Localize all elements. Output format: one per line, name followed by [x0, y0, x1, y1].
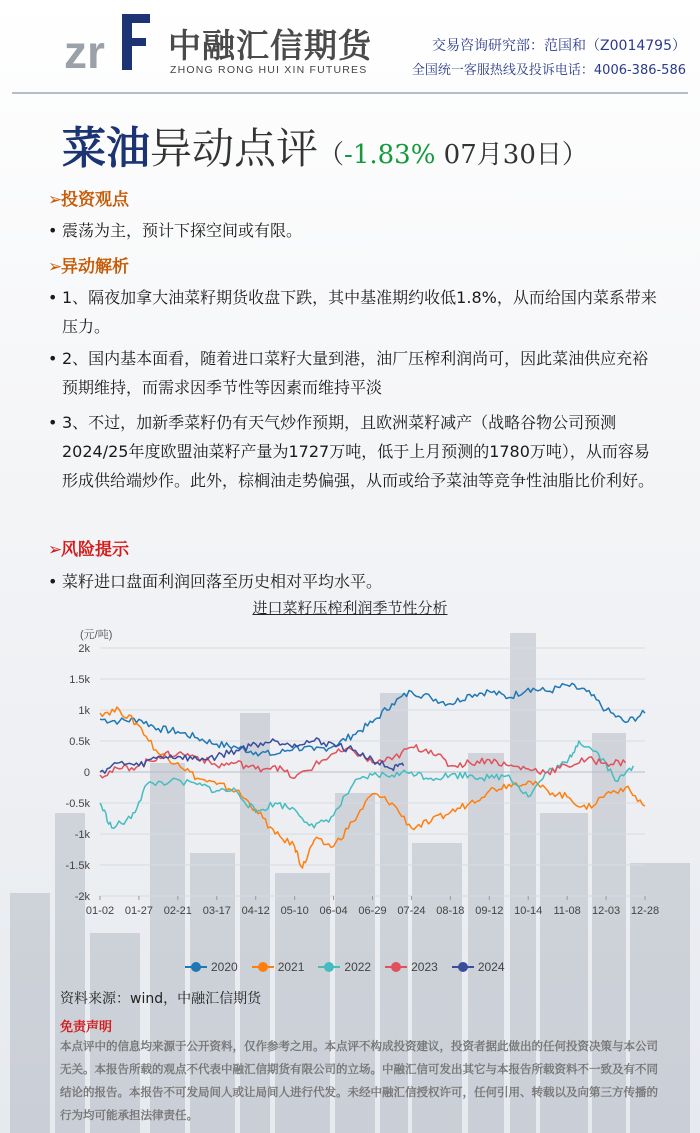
list-item: • 1、隔夜加拿大油菜籽期货收盘下跌，其中基准期约收低1.8%，从而给国内菜系带来压力。 [48, 283, 660, 341]
legend-label: 2023 [411, 960, 438, 974]
y-axis-label: (元/吨) [80, 629, 113, 641]
list-item: • 震荡为主，预计下探空间或有限。 [48, 216, 660, 245]
chart-legend [185, 960, 505, 974]
bullet-icon: • [48, 288, 58, 307]
series-line-2022 [100, 741, 633, 828]
x-tick-label: 10-14 [514, 905, 543, 917]
report-header [0, 0, 700, 92]
section-heading-analysis: ➢异动解析 [48, 257, 129, 277]
disclaimer-text: 本点评中的信息均来源于公开资料，仅作参考之用。本点评不构成投资建议，投资者据此做出的任何投资决策与本公司无关。本报告所载的观点不代表中融汇信期货有限公司的立场。中融汇信可发出其它与本报告所载资料不一致及有不同结论的报告。本报告不可发局间人或让局间人进行代发。未经中融汇信授权许可，任何引用、转载以及向第三方传播的行为均可能承担法律责任。 [60, 1039, 658, 1122]
x-tick-label: 05-10 [280, 905, 309, 917]
list-item: • 2、国内基本面看，随着进口菜籽大量到港，油厂压榨利润尚可，因此菜油供应充裕预期维持，而需求因季节性等因素而维持平淡 [48, 344, 660, 402]
legend-marker-icon [318, 962, 340, 972]
legend-item-2020[interactable] [185, 960, 238, 974]
arrow-icon: ➢ [48, 540, 63, 560]
series-line-2021 [100, 707, 645, 868]
data-source: 资料来源：wind，中融汇信期货 [60, 991, 262, 1007]
brand-name-en: ZHONG RONG HUI XIN FUTURES [170, 64, 368, 76]
x-tick-label: 12-03 [592, 905, 621, 917]
y-tick-label: 0 [83, 767, 90, 779]
disclaimer-title: 免责声明 [60, 1020, 113, 1035]
legend-label: 2020 [211, 960, 238, 974]
title-change: -1.83% [344, 140, 436, 170]
legend-item-2022[interactable] [318, 960, 371, 974]
legend-label: 2021 [277, 960, 305, 974]
bullet-icon: • [48, 413, 58, 432]
x-tick-label: 07-24 [397, 905, 426, 917]
legend-marker-icon [452, 962, 474, 972]
brand-name-cn: 中融汇信期货 [168, 26, 372, 65]
x-tick-label: 08-18 [436, 905, 465, 917]
legend-label: 2024 [477, 960, 505, 974]
bullet-icon: • [48, 221, 58, 240]
series-line-2020 [100, 683, 645, 756]
chart-title: 进口菜籽压榨利润季节性分析 [252, 599, 448, 617]
y-tick-label: 1.5k [69, 674, 90, 686]
y-tick-label: -1k [74, 829, 90, 841]
x-tick-label: 01-27 [124, 905, 153, 917]
x-tick-label: 06-04 [319, 905, 348, 917]
x-tick-label: 12-28 [630, 905, 660, 917]
x-tick-label: 06-29 [358, 905, 387, 917]
hotline-contact: 全国统一客服热线及投诉电话：4006-386-586 [411, 63, 686, 78]
company-logo [64, 12, 154, 74]
y-tick-label: 1k [78, 705, 90, 717]
arrow-icon: ➢ [48, 257, 63, 277]
y-tick-label: 2k [78, 643, 90, 655]
section-heading-view: ➢投资观点 [48, 190, 129, 210]
x-tick-label: 11-08 [553, 905, 581, 917]
list-item: • 菜籽进口盘面利润回落至历史相对平均水平。 [48, 567, 660, 596]
legend-item-2021[interactable] [252, 960, 305, 974]
page-title [62, 112, 588, 176]
title-paren-open: （ [318, 140, 345, 170]
x-tick-label: 01-02 [85, 905, 115, 917]
title-date: 07月30日 [435, 140, 562, 170]
y-tick-label: -1.5k [65, 860, 90, 872]
legend-item-2024[interactable] [452, 960, 505, 974]
x-tick-label: 03-17 [202, 905, 231, 917]
legend-item-2023[interactable] [385, 960, 438, 974]
title-commodity: 菜油 [62, 123, 150, 174]
bullet-icon: • [48, 349, 58, 368]
y-tick-label: -0.5k [65, 798, 90, 810]
seasonal-profit-chart [0, 616, 700, 946]
title-type: 异动点评 [150, 124, 319, 173]
y-tick-label: -2k [74, 891, 90, 903]
bullet-icon: • [48, 572, 58, 591]
legend-marker-icon [252, 962, 274, 972]
legend-label: 2022 [344, 960, 372, 974]
svg-text:zr: zr [64, 26, 105, 74]
y-tick-label: 0.5k [69, 736, 90, 748]
analyst-contact: 交易咨询研究部：范国和（Z0014795） [432, 38, 686, 54]
x-tick-label: 04-12 [241, 905, 270, 917]
list-item: • 3、不过，加新季菜籽仍有天气炒作预期，且欧洲菜籽减产（战略谷物公司预测2024/25年度欧盟油菜籽产量为1727万吨，低于上月预测的1780万吨），从而容易形成供给端炒作。此外，棕榈油走势偏强，从而或给予菜油等竞争性油脂比价利好。 [48, 408, 660, 495]
header-divider [12, 92, 688, 94]
title-paren-close: ） [561, 140, 588, 170]
x-tick-label: 02-21 [163, 905, 192, 917]
section-heading-risk: ➢风险提示 [48, 540, 129, 560]
legend-marker-icon [185, 962, 207, 972]
x-tick-label: 09-12 [475, 905, 504, 917]
legend-marker-icon [385, 962, 407, 972]
arrow-icon: ➢ [48, 190, 63, 210]
